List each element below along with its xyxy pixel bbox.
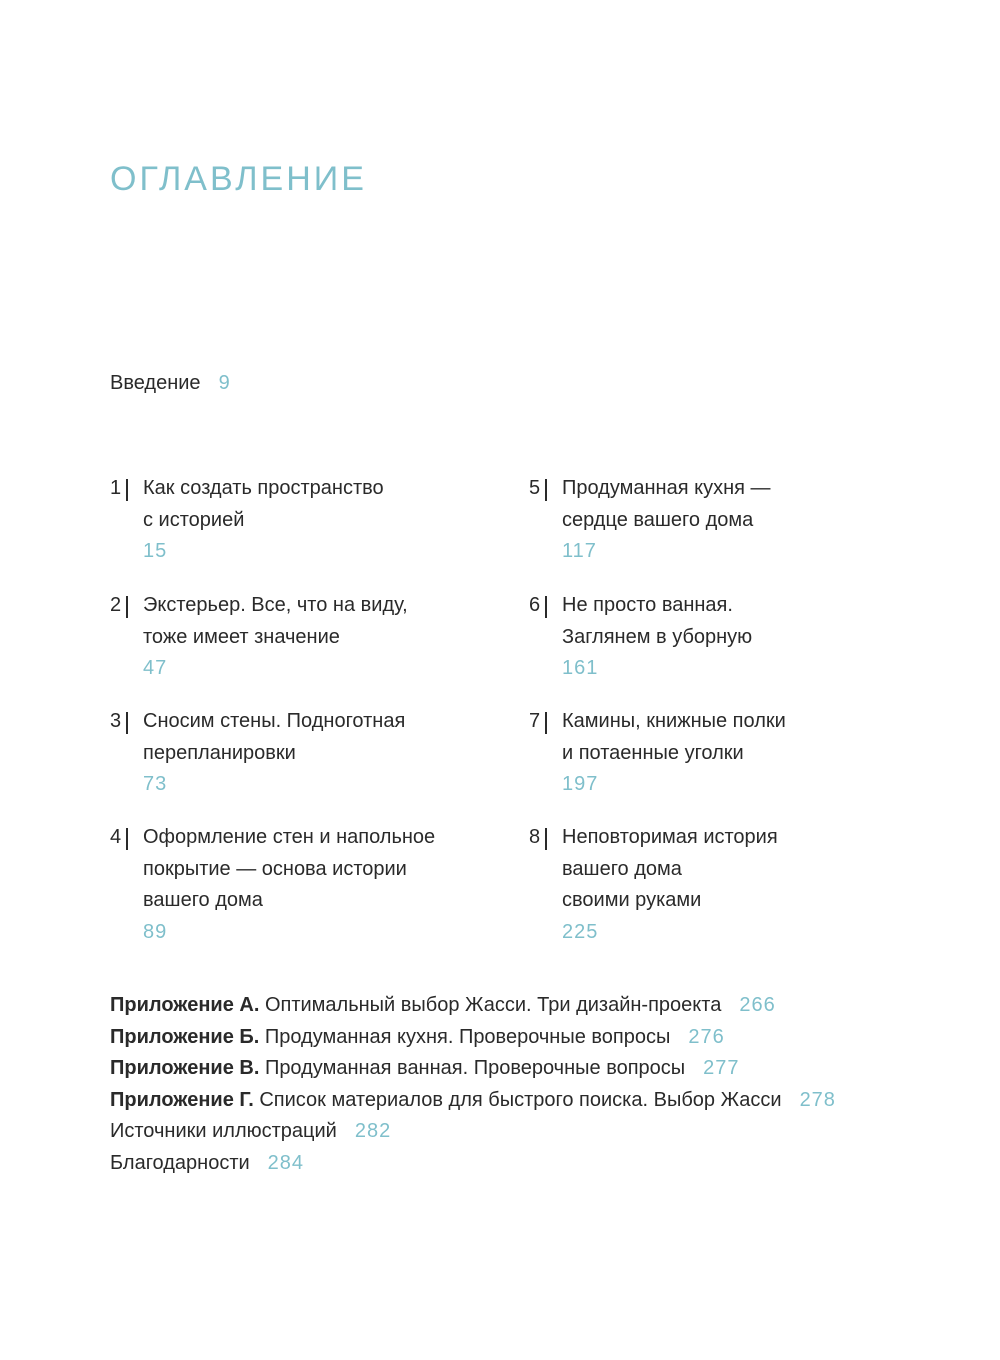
chapter-title-line: своими руками <box>562 889 702 911</box>
appendix-page: 266 <box>739 994 776 1016</box>
chapter-number: 7 <box>529 710 541 732</box>
chapter-page: 89 <box>143 920 168 943</box>
chapter-page: 15 <box>143 540 168 562</box>
chapter-divider <box>126 479 128 501</box>
chapter-divider <box>545 479 547 501</box>
chapter-number: 1 <box>110 477 122 499</box>
chapter-title-line: Продуманная кухня — <box>562 477 771 499</box>
chapter-number: 4 <box>110 826 122 848</box>
chapter-title-line: Как создать пространство <box>143 477 384 499</box>
chapter-number: 5 <box>529 477 541 499</box>
appendix-label: Приложение В. <box>110 1057 260 1079</box>
page-title: ОГЛАВЛЕНИЕ <box>110 160 367 198</box>
chapter-page: 73 <box>143 773 168 795</box>
chapter-title-line: Заглянем в уборную <box>562 625 753 648</box>
chapter-divider <box>545 712 547 734</box>
toc-illustration-sources[interactable] <box>110 1116 836 1148</box>
appendix-page: 277 <box>703 1057 740 1079</box>
appendix-title: Оптимальный выбор Жасси. Три дизайн-проекта <box>264 994 722 1016</box>
toc-appendix-a[interactable] <box>110 990 836 1022</box>
toc-intro-page: 9 <box>218 372 231 394</box>
chapter-title-line: вашего дома <box>143 889 263 911</box>
chapter-divider <box>126 828 128 850</box>
chapter-title-line: Камины, книжные полки <box>562 710 786 732</box>
appendix-page: 284 <box>267 1151 305 1174</box>
toc-chapter-2[interactable] <box>110 590 490 685</box>
chapter-title-line: сердце вашего дома <box>562 508 754 531</box>
appendix-page: 282 <box>354 1120 392 1142</box>
chapter-title-line: Оформление стен и напольное <box>143 826 436 848</box>
toc-chapter-7[interactable] <box>529 706 909 801</box>
chapter-number: 2 <box>110 594 122 616</box>
chapter-divider <box>545 596 547 618</box>
chapter-page: 161 <box>562 657 599 679</box>
chapter-title-line: покрытие — основа истории <box>143 857 407 880</box>
appendix-title: Благодарности <box>110 1151 250 1174</box>
chapter-title-line: Сносим стены. Подноготная <box>143 710 406 732</box>
toc-appendix-g[interactable] <box>110 1085 836 1117</box>
chapter-page: 197 <box>562 773 599 795</box>
chapter-title-line: и потаенные уголки <box>562 741 744 764</box>
chapter-number: 8 <box>529 826 541 848</box>
toc-appendix-v[interactable] <box>110 1053 836 1085</box>
chapter-page: 47 <box>143 657 168 679</box>
chapter-page: 225 <box>562 920 599 943</box>
chapter-divider <box>126 596 128 618</box>
appendix-page: 276 <box>688 1025 725 1048</box>
chapter-divider <box>545 828 547 850</box>
chapter-page: 117 <box>562 540 597 562</box>
appendix-title: Продуманная ванная. Проверочные вопросы <box>264 1057 686 1079</box>
toc-intro-label: Введение <box>110 372 201 394</box>
toc-appendices <box>110 990 836 1179</box>
chapter-divider <box>126 712 128 734</box>
chapter-title-line: Не просто ванная. <box>562 594 733 616</box>
toc-intro[interactable] <box>110 372 231 395</box>
toc-chapter-5[interactable] <box>529 473 909 568</box>
chapter-number: 3 <box>110 710 122 732</box>
chapter-title-line: тоже имеет значение <box>143 625 340 648</box>
appendix-title: Список материалов для быстрого поиска. Выбор Жасси <box>259 1088 782 1111</box>
toc-appendix-b[interactable] <box>110 1022 836 1054</box>
chapter-title-line: Неповторимая история <box>562 826 778 848</box>
toc-acknowledgements[interactable] <box>110 1148 836 1180</box>
toc-chapter-3[interactable] <box>110 706 490 801</box>
toc-chapter-8[interactable] <box>529 822 909 948</box>
appendix-page: 278 <box>799 1088 836 1111</box>
appendix-title: Источники иллюстраций <box>110 1120 337 1142</box>
chapter-number: 6 <box>529 594 541 616</box>
appendix-label: Приложение А. <box>110 994 260 1016</box>
toc-chapter-6[interactable] <box>529 590 909 685</box>
appendix-label: Приложение Б. <box>110 1025 260 1048</box>
toc-chapter-1[interactable] <box>110 473 490 568</box>
chapter-title-line: Экстерьер. Все, что на виду, <box>143 594 408 616</box>
chapter-title-line: с историей <box>143 508 245 531</box>
appendix-title: Продуманная кухня. Проверочные вопросы <box>264 1025 671 1048</box>
chapter-title-line: перепланировки <box>143 741 296 764</box>
appendix-label: Приложение Г. <box>110 1088 254 1111</box>
toc-chapter-4[interactable] <box>110 822 490 948</box>
chapter-title-line: вашего дома <box>562 857 682 880</box>
